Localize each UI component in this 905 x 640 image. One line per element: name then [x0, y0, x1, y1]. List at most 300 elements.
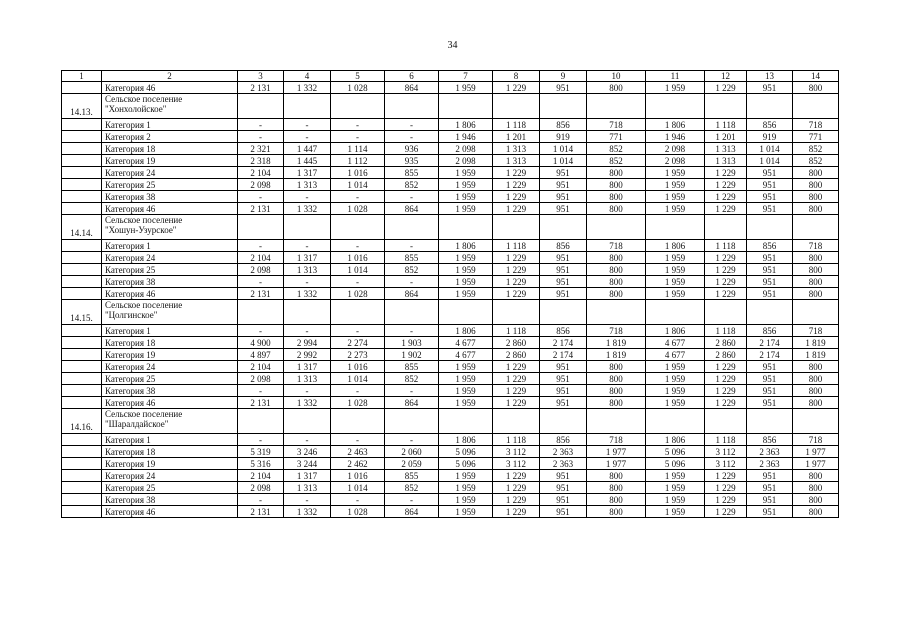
row-code-cell	[62, 264, 102, 276]
value-cell: 1 959	[646, 494, 705, 506]
value-cell: 951	[540, 482, 587, 494]
value-cell: 1 229	[493, 264, 540, 276]
value-cell: -	[385, 494, 439, 506]
value-cell: 864	[385, 82, 439, 94]
category-label: Категория 25	[102, 373, 238, 385]
category-label: Категория 24	[102, 470, 238, 482]
value-cell: 3 112	[493, 446, 540, 458]
value-cell: 1 959	[646, 167, 705, 179]
value-cell: 1 959	[439, 191, 493, 203]
value-cell: -	[385, 240, 439, 252]
row-code-cell	[62, 252, 102, 264]
column-header: 11	[646, 71, 705, 82]
value-cell: 2 860	[493, 337, 540, 349]
value-cell: 5 096	[439, 446, 493, 458]
value-cell: 2 098	[646, 155, 705, 167]
value-cell: 800	[587, 470, 646, 482]
value-cell: 951	[540, 276, 587, 288]
value-cell: 2 104	[238, 470, 284, 482]
value-cell: -	[284, 385, 331, 397]
value-cell: 2 098	[238, 179, 284, 191]
value-cell: 1 806	[646, 119, 705, 131]
value-cell: 2 363	[747, 458, 793, 470]
table-row	[62, 203, 839, 215]
value-cell: 1 959	[439, 494, 493, 506]
value-cell: 951	[540, 506, 587, 518]
value-cell: 1 332	[284, 397, 331, 409]
value-cell: 1 959	[646, 191, 705, 203]
value-cell: 1 806	[439, 240, 493, 252]
row-code-cell	[62, 167, 102, 179]
value-cell: 1 959	[646, 179, 705, 191]
table-row	[62, 458, 839, 470]
empty-cell	[385, 94, 439, 119]
table-row	[62, 494, 839, 506]
empty-cell	[646, 300, 705, 325]
value-cell: 718	[793, 434, 839, 446]
value-cell: 3 112	[493, 458, 540, 470]
value-cell: -	[238, 191, 284, 203]
value-cell: 718	[587, 119, 646, 131]
empty-cell	[793, 215, 839, 240]
value-cell: 1 028	[331, 397, 385, 409]
value-cell: 2 860	[493, 349, 540, 361]
value-cell: -	[238, 325, 284, 337]
value-cell: 2 463	[331, 446, 385, 458]
value-cell: 2 131	[238, 203, 284, 215]
value-cell: 1 229	[493, 470, 540, 482]
value-cell: 800	[587, 361, 646, 373]
value-cell: 951	[747, 191, 793, 203]
value-cell: 2 098	[238, 482, 284, 494]
column-header: 9	[540, 71, 587, 82]
value-cell: 800	[587, 264, 646, 276]
value-cell: 1 313	[284, 264, 331, 276]
value-cell: 718	[793, 325, 839, 337]
value-cell: 2 321	[238, 143, 284, 155]
value-cell: 1 229	[493, 179, 540, 191]
value-cell: 2 131	[238, 82, 284, 94]
table-row	[62, 385, 839, 397]
value-cell: 951	[747, 288, 793, 300]
value-cell: 1 959	[439, 264, 493, 276]
value-cell: 800	[587, 397, 646, 409]
table-row	[62, 482, 839, 494]
value-cell: 3 112	[705, 446, 747, 458]
value-cell: 2 131	[238, 506, 284, 518]
value-cell: 864	[385, 506, 439, 518]
tariff-table	[61, 70, 839, 518]
value-cell: 1 332	[284, 506, 331, 518]
value-cell: 856	[747, 119, 793, 131]
table-row	[62, 361, 839, 373]
row-code-cell	[62, 288, 102, 300]
table-row	[62, 82, 839, 94]
value-cell: 936	[385, 143, 439, 155]
column-header: 2	[102, 71, 238, 82]
value-cell: 800	[793, 397, 839, 409]
value-cell: 800	[793, 203, 839, 215]
value-cell: 2 098	[238, 373, 284, 385]
section-title-line: Сельское поселение	[105, 94, 183, 104]
value-cell: 771	[587, 131, 646, 143]
empty-cell	[646, 409, 705, 434]
value-cell: -	[331, 119, 385, 131]
value-cell: 1 229	[705, 252, 747, 264]
empty-cell	[793, 409, 839, 434]
value-cell: 800	[793, 361, 839, 373]
value-cell: 1 977	[587, 446, 646, 458]
value-cell: 2 273	[331, 349, 385, 361]
empty-cell	[284, 409, 331, 434]
value-cell: 800	[793, 506, 839, 518]
value-cell: 1 014	[540, 155, 587, 167]
value-cell: 1 118	[493, 325, 540, 337]
value-cell: 919	[540, 131, 587, 143]
category-label: Категория 1	[102, 325, 238, 337]
value-cell: 1 016	[331, 252, 385, 264]
value-cell: -	[385, 385, 439, 397]
value-cell: 1 959	[646, 203, 705, 215]
empty-cell	[540, 94, 587, 119]
value-cell: 1 313	[284, 373, 331, 385]
value-cell: 1 946	[439, 131, 493, 143]
empty-cell	[238, 409, 284, 434]
value-cell: 5 316	[238, 458, 284, 470]
value-cell: 951	[747, 167, 793, 179]
table-body	[62, 71, 839, 518]
value-cell: 1 229	[493, 276, 540, 288]
value-cell: 1 959	[439, 385, 493, 397]
value-cell: 1 118	[705, 434, 747, 446]
value-cell: 2 274	[331, 337, 385, 349]
empty-cell	[439, 409, 493, 434]
value-cell: 2 098	[439, 143, 493, 155]
value-cell: 852	[385, 482, 439, 494]
value-cell: 1 229	[705, 385, 747, 397]
empty-cell	[439, 300, 493, 325]
table-row	[62, 325, 839, 337]
row-code-cell	[62, 155, 102, 167]
value-cell: 951	[540, 470, 587, 482]
value-cell: 951	[540, 494, 587, 506]
empty-cell	[331, 215, 385, 240]
table-row	[62, 288, 839, 300]
value-cell: 855	[385, 252, 439, 264]
empty-cell	[793, 300, 839, 325]
value-cell: 5 096	[646, 446, 705, 458]
row-code-cell	[62, 179, 102, 191]
column-header: 3	[238, 71, 284, 82]
value-cell: 2 860	[705, 349, 747, 361]
value-cell: 1 959	[439, 506, 493, 518]
value-cell: 2 060	[385, 446, 439, 458]
value-cell: 864	[385, 397, 439, 409]
value-cell: 1 229	[493, 288, 540, 300]
row-code-cell	[62, 373, 102, 385]
empty-cell	[238, 215, 284, 240]
value-cell: 3 112	[705, 458, 747, 470]
value-cell: 1 118	[705, 325, 747, 337]
value-cell: 1 959	[646, 252, 705, 264]
table-row	[62, 179, 839, 191]
value-cell: 1 959	[439, 252, 493, 264]
value-cell: 951	[540, 191, 587, 203]
table-row	[62, 155, 839, 167]
value-cell: 3 244	[284, 458, 331, 470]
empty-cell	[439, 94, 493, 119]
value-cell: 2 318	[238, 155, 284, 167]
empty-cell	[439, 215, 493, 240]
value-cell: 1 959	[439, 276, 493, 288]
row-code-cell	[62, 494, 102, 506]
empty-cell	[540, 300, 587, 325]
value-cell: 951	[540, 179, 587, 191]
value-cell: 4 897	[238, 349, 284, 361]
category-label: Категория 18	[102, 143, 238, 155]
value-cell: 5 096	[439, 458, 493, 470]
empty-cell	[493, 94, 540, 119]
category-label: Категория 25	[102, 482, 238, 494]
empty-cell	[747, 94, 793, 119]
value-cell: 1 014	[747, 143, 793, 155]
row-code-cell	[62, 82, 102, 94]
value-cell: -	[385, 434, 439, 446]
value-cell: 1 229	[705, 82, 747, 94]
column-header: 14	[793, 71, 839, 82]
category-label: Категория 38	[102, 276, 238, 288]
value-cell: 2 104	[238, 167, 284, 179]
value-cell: 1 819	[793, 337, 839, 349]
table-row	[62, 373, 839, 385]
row-code-cell	[62, 349, 102, 361]
row-code-cell	[62, 191, 102, 203]
table-row	[62, 506, 839, 518]
value-cell: 1 229	[493, 252, 540, 264]
value-cell: 855	[385, 167, 439, 179]
value-cell: -	[284, 494, 331, 506]
value-cell: 1 229	[705, 191, 747, 203]
column-header: 1	[62, 71, 102, 82]
value-cell: 800	[587, 167, 646, 179]
empty-cell	[331, 94, 385, 119]
value-cell: 1 313	[493, 143, 540, 155]
value-cell: 800	[587, 494, 646, 506]
value-cell: 951	[747, 385, 793, 397]
value-cell: -	[238, 434, 284, 446]
section-title-line: "Шаралдайское"	[105, 419, 169, 429]
value-cell: 3 246	[284, 446, 331, 458]
category-label: Категория 25	[102, 179, 238, 191]
empty-cell	[587, 94, 646, 119]
value-cell: 951	[747, 179, 793, 191]
value-cell: 856	[540, 240, 587, 252]
row-code-cell	[62, 506, 102, 518]
value-cell: 1 229	[705, 264, 747, 276]
value-cell: 800	[793, 264, 839, 276]
value-cell: 1 118	[493, 240, 540, 252]
value-cell: 1 959	[439, 288, 493, 300]
category-label: Категория 24	[102, 167, 238, 179]
value-cell: 852	[587, 155, 646, 167]
row-code-cell	[62, 446, 102, 458]
value-cell: 2 363	[540, 446, 587, 458]
value-cell: 852	[793, 155, 839, 167]
value-cell: 2 131	[238, 397, 284, 409]
value-cell: 1 959	[646, 82, 705, 94]
value-cell: 1 118	[493, 434, 540, 446]
value-cell: 852	[385, 264, 439, 276]
value-cell: 800	[587, 385, 646, 397]
value-cell: 800	[793, 494, 839, 506]
value-cell: 852	[793, 143, 839, 155]
value-cell: 1 229	[493, 361, 540, 373]
value-cell: 800	[793, 288, 839, 300]
empty-cell	[493, 215, 540, 240]
value-cell: 1 114	[331, 143, 385, 155]
value-cell: 1 014	[747, 155, 793, 167]
category-label: Категория 25	[102, 264, 238, 276]
value-cell: 718	[587, 240, 646, 252]
value-cell: 951	[747, 361, 793, 373]
value-cell: 951	[747, 203, 793, 215]
category-label: Категория 46	[102, 203, 238, 215]
table-row	[62, 337, 839, 349]
category-label: Категория 38	[102, 385, 238, 397]
value-cell: 951	[747, 252, 793, 264]
value-cell: -	[238, 385, 284, 397]
value-cell: 1 229	[705, 373, 747, 385]
value-cell: 1 959	[646, 470, 705, 482]
section-title-line: "Цолгинское"	[105, 310, 158, 320]
value-cell: 1 016	[331, 361, 385, 373]
row-code-cell	[62, 434, 102, 446]
section-title	[102, 409, 238, 434]
value-cell: 2 363	[747, 446, 793, 458]
value-cell: 1 229	[493, 373, 540, 385]
value-cell: 2 098	[238, 264, 284, 276]
row-code-cell	[62, 337, 102, 349]
value-cell: 951	[747, 373, 793, 385]
value-cell: -	[238, 494, 284, 506]
value-cell: 1 317	[284, 167, 331, 179]
table-row	[62, 446, 839, 458]
value-cell: 1 118	[705, 240, 747, 252]
section-title-line: Сельское поселение	[105, 215, 183, 225]
column-header: 4	[284, 71, 331, 82]
empty-cell	[540, 215, 587, 240]
value-cell: 951	[747, 82, 793, 94]
table-row	[62, 119, 839, 131]
value-cell: 1 959	[646, 276, 705, 288]
value-cell: 1 806	[439, 325, 493, 337]
empty-cell	[747, 215, 793, 240]
row-code-cell	[62, 276, 102, 288]
value-cell: 1 229	[493, 397, 540, 409]
category-label: Категория 19	[102, 349, 238, 361]
value-cell: 1 959	[439, 397, 493, 409]
value-cell: 2 104	[238, 252, 284, 264]
row-code-cell	[62, 458, 102, 470]
empty-cell	[747, 300, 793, 325]
value-cell: 2 363	[540, 458, 587, 470]
value-cell: 864	[385, 288, 439, 300]
empty-cell	[705, 94, 747, 119]
value-cell: 1 977	[793, 458, 839, 470]
value-cell: 2 174	[540, 337, 587, 349]
row-code-cell	[62, 397, 102, 409]
table-row	[62, 167, 839, 179]
value-cell: 800	[587, 203, 646, 215]
value-cell: 855	[385, 361, 439, 373]
value-cell: 1 903	[385, 337, 439, 349]
column-header: 7	[439, 71, 493, 82]
value-cell: -	[331, 191, 385, 203]
section-title-line: "Хошун-Узурское"	[105, 225, 177, 235]
category-label: Категория 38	[102, 494, 238, 506]
section-title	[102, 215, 238, 240]
column-header: 8	[493, 71, 540, 82]
row-code-cell	[62, 119, 102, 131]
value-cell: 856	[540, 119, 587, 131]
value-cell: 2 994	[284, 337, 331, 349]
value-cell: 1 014	[331, 179, 385, 191]
row-code-cell	[62, 385, 102, 397]
value-cell: 1 959	[439, 167, 493, 179]
value-cell: 800	[793, 470, 839, 482]
value-cell: 2 131	[238, 288, 284, 300]
value-cell: 951	[540, 252, 587, 264]
empty-cell	[284, 94, 331, 119]
value-cell: 1 313	[284, 179, 331, 191]
value-cell: 852	[385, 179, 439, 191]
category-label: Категория 18	[102, 337, 238, 349]
empty-cell	[385, 300, 439, 325]
value-cell: 1 959	[439, 179, 493, 191]
value-cell: 800	[793, 385, 839, 397]
empty-cell	[747, 409, 793, 434]
value-cell: 800	[793, 252, 839, 264]
value-cell: 1 014	[540, 143, 587, 155]
value-cell: 1 977	[587, 458, 646, 470]
section-title-line: "Хонхолойское"	[105, 104, 167, 114]
value-cell: 1 977	[793, 446, 839, 458]
table-row	[62, 252, 839, 264]
row-code-cell	[62, 203, 102, 215]
table-row	[62, 191, 839, 203]
value-cell: -	[284, 276, 331, 288]
value-cell: 935	[385, 155, 439, 167]
section-title	[102, 300, 238, 325]
value-cell: 800	[587, 373, 646, 385]
table-row	[62, 264, 839, 276]
value-cell: -	[385, 119, 439, 131]
value-cell: 1 959	[439, 373, 493, 385]
value-cell: 1 806	[646, 240, 705, 252]
value-cell: 1 959	[646, 506, 705, 518]
value-cell: 1 959	[439, 470, 493, 482]
value-cell: -	[284, 434, 331, 446]
value-cell: -	[331, 276, 385, 288]
value-cell: 1 028	[331, 203, 385, 215]
value-cell: 1 959	[646, 482, 705, 494]
value-cell: 2 860	[705, 337, 747, 349]
section-code: 14.16.	[62, 409, 102, 434]
table-row	[62, 470, 839, 482]
table-row	[62, 240, 839, 252]
empty-cell	[705, 300, 747, 325]
value-cell: 2 174	[747, 349, 793, 361]
